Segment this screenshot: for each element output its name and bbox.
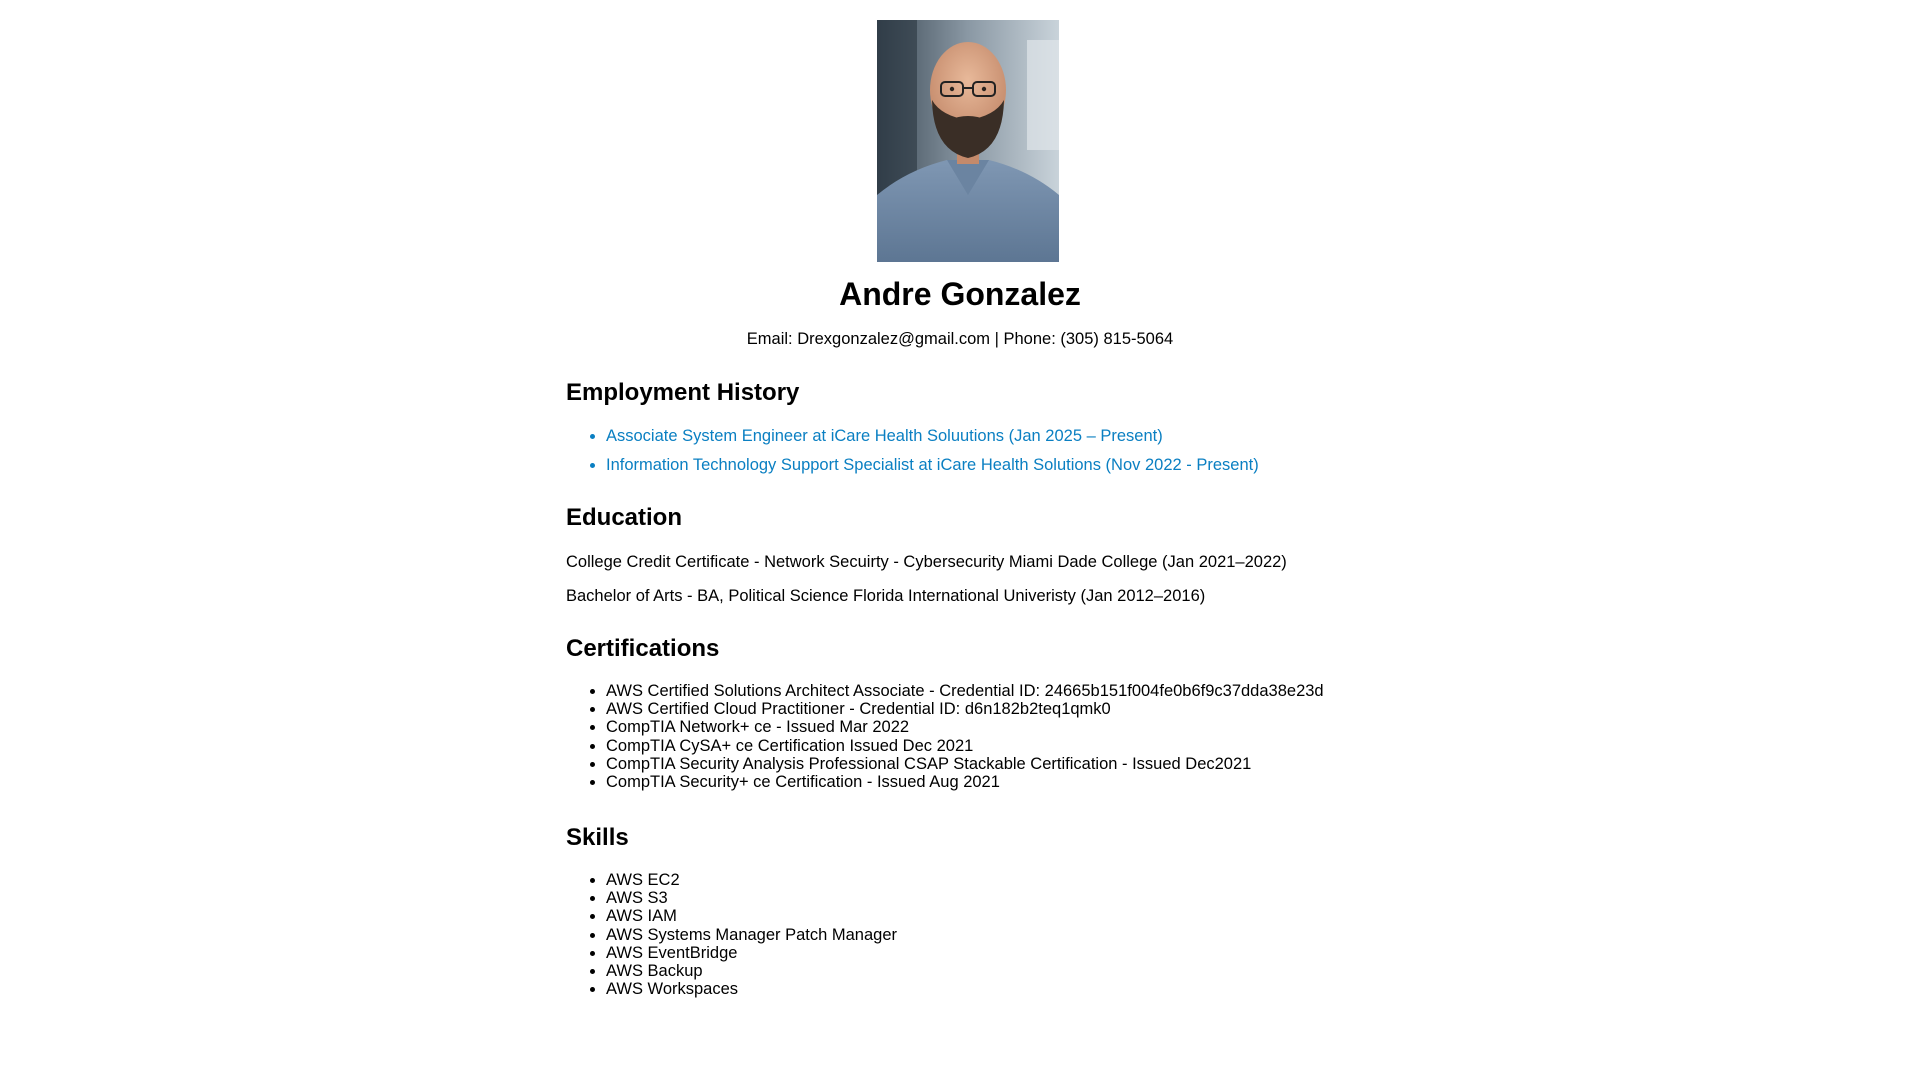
certifications-list [566, 682, 1324, 791]
skill-item: • AWS EC2 [606, 871, 897, 889]
education-item: Bachelor of Arts - BA, Political Science Florida International Univeristy (Jan 2012–2016) [566, 587, 1206, 605]
employment-list [566, 422, 1259, 479]
employment-link[interactable]: • Associate System Engineer at iCare Health Soluutions (Jan 2025 – Present) [606, 422, 1259, 451]
certification-item: • CompTIA CySA+ ce Certification Issued Dec 2021 [606, 737, 1324, 755]
employment-link[interactable]: • Information Technology Support Specialist at iCare Health Solutions (Nov 2022 - Present) [606, 451, 1259, 480]
skill-item: • AWS IAM [606, 907, 897, 925]
skill-item: • AWS Systems Manager Patch Manager [606, 926, 897, 944]
certification-item: • CompTIA Security Analysis Professional CSAP Stackable Certification - Issued Dec2021 [606, 755, 1324, 773]
certification-item: • AWS Certified Cloud Practitioner - Credential ID: d6n182b2teq1qmk0 [606, 700, 1324, 718]
profile-name: Andre Gonzalez [839, 276, 1081, 312]
contact-info: Email: Drexgonzalez@gmail.com | Phone: (305) 815-5064 [746, 330, 1174, 348]
skill-item: • AWS S3 [606, 889, 897, 907]
education-heading: Education [566, 504, 683, 531]
skill-item: • AWS Workspaces [606, 980, 897, 998]
certifications-heading: Certifications [566, 635, 720, 662]
skills-heading: Skills [566, 824, 629, 851]
employment-heading: Employment History [566, 379, 800, 406]
skill-item: • AWS EventBridge [606, 944, 897, 962]
education-item: College Credit Certificate - Network Secuirty - Cybersecurity Miami Dade College (Jan 2021–2022) [566, 553, 1287, 571]
profile-photo [877, 20, 1059, 262]
skills-list [566, 871, 897, 998]
certification-item: • AWS Certified Solutions Architect Associate - Credential ID: 24665b151f004fe0b6f9c37dda38e23d [606, 682, 1324, 700]
certification-item: • CompTIA Security+ ce Certification - Issued Aug 2021 [606, 773, 1324, 791]
certification-item: • CompTIA Network+ ce - Issued Mar 2022 [606, 718, 1324, 736]
skill-item: • AWS Backup [606, 962, 897, 980]
